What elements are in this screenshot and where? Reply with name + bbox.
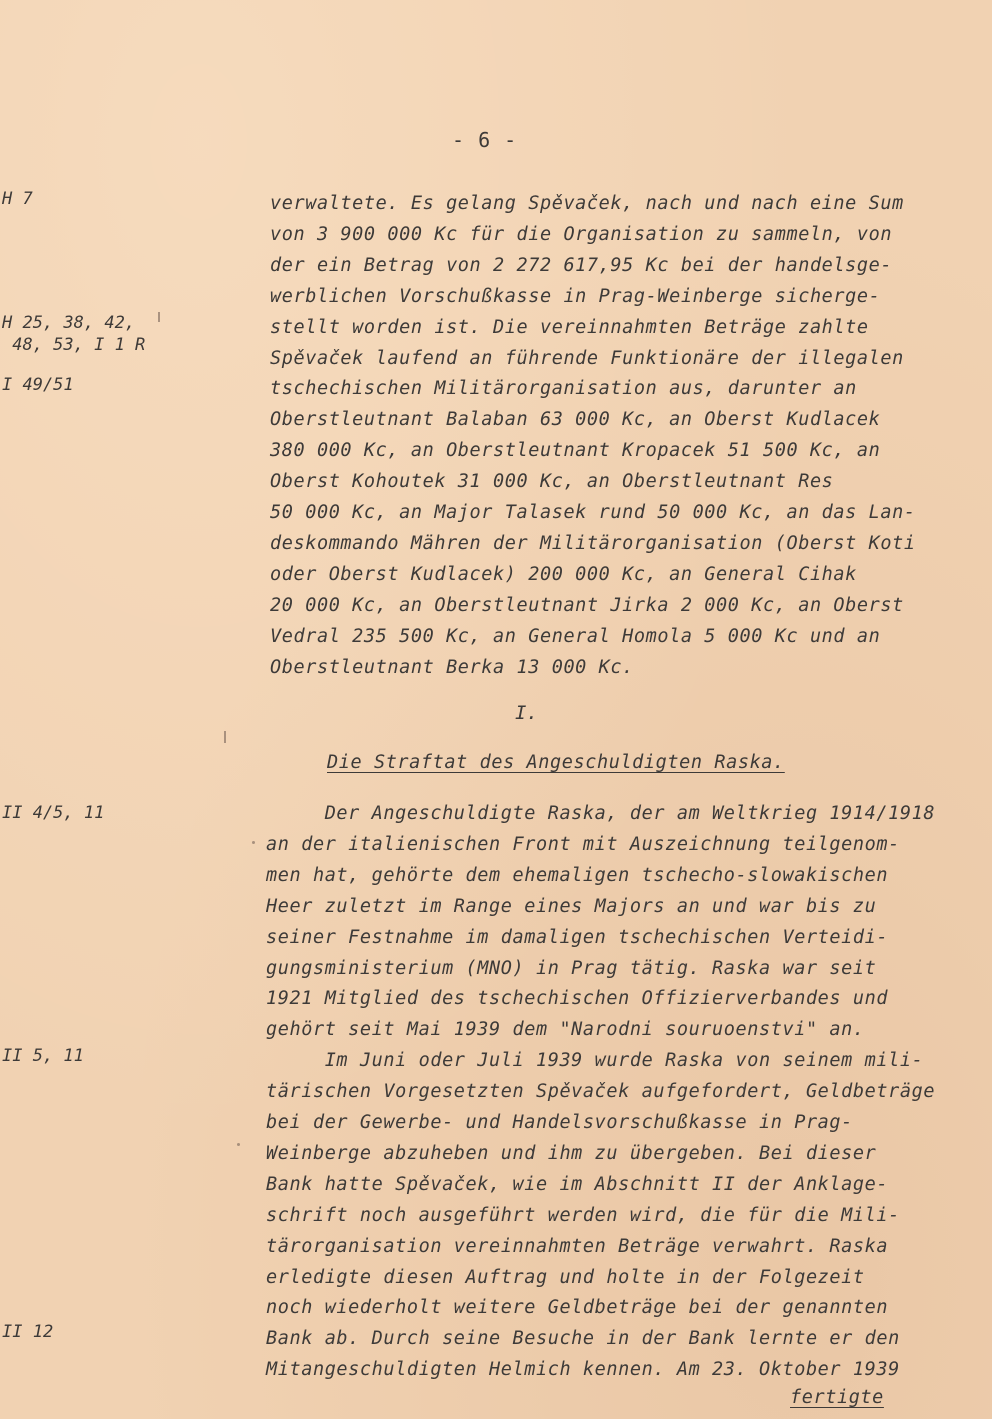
text-line: Vedral 235 500 Kc, an General Homola 5 000 Kc und an bbox=[270, 625, 881, 647]
text-line: 380 000 Kc, an Oberstleutnant Kropacek 51 500 Kc, an bbox=[270, 440, 881, 462]
text-line: Spěvaček laufend an führende Funktionäre der illegalen bbox=[270, 347, 904, 369]
text-line: erledigte diesen Auftrag und holte in der Folgezeit bbox=[266, 1266, 865, 1288]
text-line: bei der Gewerbe- und Handelsvorschußkasse in Prag- bbox=[266, 1112, 853, 1133]
text-line: tschechischen Militärorganisation aus, darunter an bbox=[270, 378, 857, 400]
text-line: oder Oberst Kudlacek) 200 000 Kc, an General Cihak bbox=[270, 563, 857, 585]
page-number: - 6 - bbox=[452, 128, 518, 152]
text-line: deskommando Mähren der Militärorganisation (Oberst Koti bbox=[270, 532, 916, 554]
text-line: verwaltete. Es gelang Spěvaček, nach und nach eine Sum bbox=[270, 193, 904, 214]
text-line: seiner Festnahme im damaligen tschechischen Verteidi- bbox=[266, 926, 889, 948]
stray-mark bbox=[224, 731, 226, 743]
text-line: Oberstleutnant Balaban 63 000 Kc, an Oberst Kudlacek bbox=[270, 409, 881, 431]
text-line: Der Angeschuldigte Raska, der am Weltkrieg 1914/1918 bbox=[266, 803, 936, 824]
text-line: Mitangeschuldigten Helmich kennen. Am 23. Oktober 1939 bbox=[266, 1359, 900, 1381]
text-line: Weinberge abzuheben und ihm zu übergeben. Bei dieser bbox=[266, 1142, 877, 1164]
stray-mark bbox=[252, 841, 255, 844]
margin-note: II 4/5, 11 bbox=[2, 803, 105, 823]
stray-mark bbox=[237, 1143, 240, 1146]
margin-note: H 7 bbox=[2, 189, 33, 209]
text-line: stellt worden ist. Die vereinnahmten Beträge zahlte bbox=[270, 316, 869, 338]
text-line: tärischen Vorgesetzten Spěvaček aufgefordert, Geldbeträge bbox=[266, 1081, 936, 1103]
text-line: schrift noch ausgeführt werden wird, die für die Mili- bbox=[266, 1204, 900, 1226]
text-line: der ein Betrag von 2 272 617,95 Kc bei der handelsge- bbox=[270, 254, 893, 276]
margin-note: II 5, 11 bbox=[2, 1046, 84, 1066]
text-line: 1921 Mitglied des tschechischen Offizierverbandes und bbox=[266, 988, 889, 1010]
text-line: noch wiederholt weitere Geldbeträge bei der genannten bbox=[266, 1297, 889, 1319]
margin-note: II 12 bbox=[2, 1322, 54, 1342]
text-line: Oberst Kohoutek 31 000 Kc, an Oberstleutnant Res bbox=[270, 471, 834, 493]
text-line: 20 000 Kc, an Oberstleutnant Jirka 2 000 Kc, an Oberst bbox=[270, 594, 904, 616]
text-line: gungsministerium (MNO) in Prag tätig. Raska war seit bbox=[266, 957, 877, 979]
text-line: Oberstleutnant Berka 13 000 Kc. bbox=[270, 656, 634, 678]
margin-note: H 25, 38, 42, 48, 53, I 1 R bbox=[2, 313, 146, 355]
text-line: werblichen Vorschußkasse in Prag-Weinberge sicherge- bbox=[270, 285, 881, 307]
text-line: Heer zuletzt im Range eines Majors an und war bis zu bbox=[266, 895, 877, 917]
text-line: Im Juni oder Juli 1939 wurde Raska von seinem mili- bbox=[266, 1050, 924, 1072]
margin-note: I 49/51 bbox=[2, 375, 74, 395]
stray-mark bbox=[158, 312, 160, 322]
text-line: gehört seit Mai 1939 dem "Narodni souruoenstvi" an. bbox=[266, 1019, 865, 1041]
text-line: Bank hatte Spěvaček, wie im Abschnitt II der Anklage- bbox=[266, 1173, 889, 1195]
text-line: men hat, gehörte dem ehemaligen tschecho-slowakischen bbox=[266, 864, 889, 886]
text-line: tärorganisation vereinnahmten Beträge verwahrt. Raska bbox=[266, 1235, 889, 1257]
text-line: von 3 900 000 Kc für die Organisation zu sammeln, von bbox=[270, 223, 893, 245]
section-numeral: I. bbox=[515, 702, 538, 724]
text-line: Bank ab. Durch seine Besuche in der Bank lernte er den bbox=[266, 1328, 900, 1350]
text-line: 50 000 Kc, an Major Talasek rund 50 000 Kc, an das Lan- bbox=[270, 502, 916, 523]
last-word-catchword: fertigte bbox=[790, 1387, 884, 1408]
text-line: an der italienischen Front mit Auszeichnung teilgenom- bbox=[266, 833, 900, 855]
section-heading: Die Straftat des Angeschuldigten Raska. bbox=[327, 752, 785, 773]
